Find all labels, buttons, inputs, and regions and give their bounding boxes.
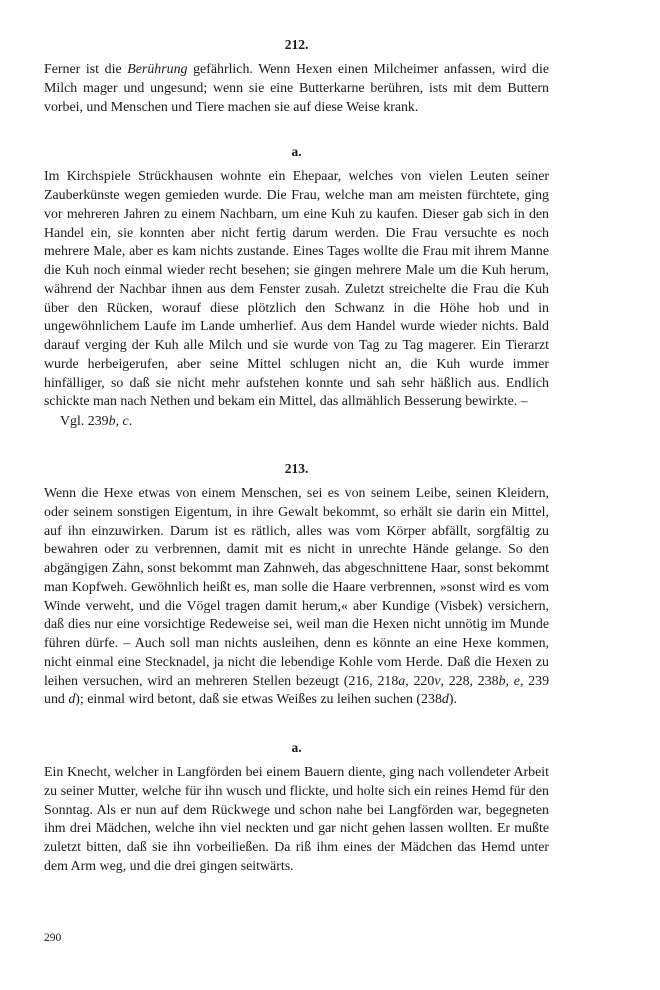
subsection-label-213a: a.: [291, 740, 302, 755]
section-number-213: 213.: [284, 461, 309, 476]
paragraph-212: Ferner ist die Berührung gefährlich. Wenn Hexen einen Milcheimer anfassen, wird die Milch mager und ungesund; wenn sie eine Butterkarne berühren, ists mit dem Buttern vorbei, und Menschen und Tiere machen sie auf diese Weise krank.: [44, 62, 549, 115]
section-number-212: 212.: [284, 37, 309, 52]
paragraph-213a: Ein Knecht, welcher in Langförden bei einem Bauern diente, ging nach vollendeter Arbeit zu seiner Mutter, welche für ihn wusch und flickte, und holte sich ein reines Hemd für den Sonntag. Als er nun auf dem Rückwege und schon nahe bei Langförden war, begegneten ihm drei Mädchen, welche ihn viel neckten und gar nicht gehen lassen wollten. Er mußte zuletzt bitten, daß sie ihn vorbeiließen. Da riß ihm eines der Mädchen das Hemd unter dem Arm weg, und die drei gingen seitwärts.: [44, 765, 549, 874]
page-number: 290: [44, 932, 62, 944]
subsection-label-212a: a.: [291, 144, 302, 160]
paragraph-212a: Im Kirchspiele Strückhausen wohnte ein Ehepaar, welches von vielen Leuten seiner Zauberkünste wegen gemieden wurde. Die Frau, welche man am meisten fürchtete, ging vor mehreren Jahren zu einem Nachbarn, um eine Kuh zu kaufen. Dieser gab sich in den Handel ein, sie konnten aber nicht fertig darum werden. Die Frau versuchte es noch mehrere Male, aber es kam nichts zustande. Eines Tages wollte die Frau mit ihrem Manne die Kuh noch einmal wieder recht besehen; sie gingen mehrere Male um die Kuh herum, während der Nachbar ihnen aus dem Fenster zusah. Zuletzt streichelte die Frau die Kuh über den Rücken, worauf diese plötzlich den Schwanz in die Höhe hob und in ungewöhnlichem Laufe im Lande umherlief. Aus dem Handel wurde wieder nichts. Bald darauf verging der Kuh alle Milch und sie wurde von Tag zu Tag magerer. Ein Tierarzt wurde herbeigerufen, aber seine Mittel schlugen nicht an, die Kuh wurde immer hinfälliger, so daß sie nicht mehr aufstehen konnte und sah sehr häßlich aus. Endlich schickte man nach Nethen und bekam ein Mittel, das allmählich Besserung bewirkte. –: [44, 169, 549, 410]
cross-reference-212a: Vgl. 239b, c.: [60, 414, 133, 429]
emphasized-word: Berührung: [127, 62, 188, 77]
book-page: [44, 34, 549, 877]
paragraph-213: Wenn die Hexe etwas von einem Menschen, sei es von seinem Leibe, seinen Kleidern, oder seinem sonstigen Eigentum, in ihre Gewalt bekommt, so erhält sie darin ein Mittel, auf ihn einzuwirken. Darum ist es rätlich, alles was vom Körper abfällt, sorgfältig zu bewahren oder zu verbrennen, damit mit es nicht in unrechte Hände gelange. So den abgängigen Zahn, sonst bekommt man Zahnweh, das abgeschnittene Haar, sonst bekommt man Kopfweh. Gewöhnlich heißt es, man solle die Haare verbrennen, »sonst wird es vom Winde verweht, und die Vögel tragen damit herum,« aber Kundige (Visbek) versichern, daß dies nur eine vorsichtige Redeweise sei, weil man die Hexen nicht unnötig im Munde führen dürfe. – Auch soll man nichts ausleihen, denn es könnte an eine Hexe kommen, nicht einmal eine Stecknadel, ja nicht die lebendige Kohle vom Herde. Daß die Hexen zu leihen versuchen, wird an mehreren Stellen bezeugt (216, 218a, 220v, 228, 238b, e, 239 und d); einmal wird betont, daß sie etwas Weißes zu leihen suchen (238d).: [44, 486, 550, 708]
